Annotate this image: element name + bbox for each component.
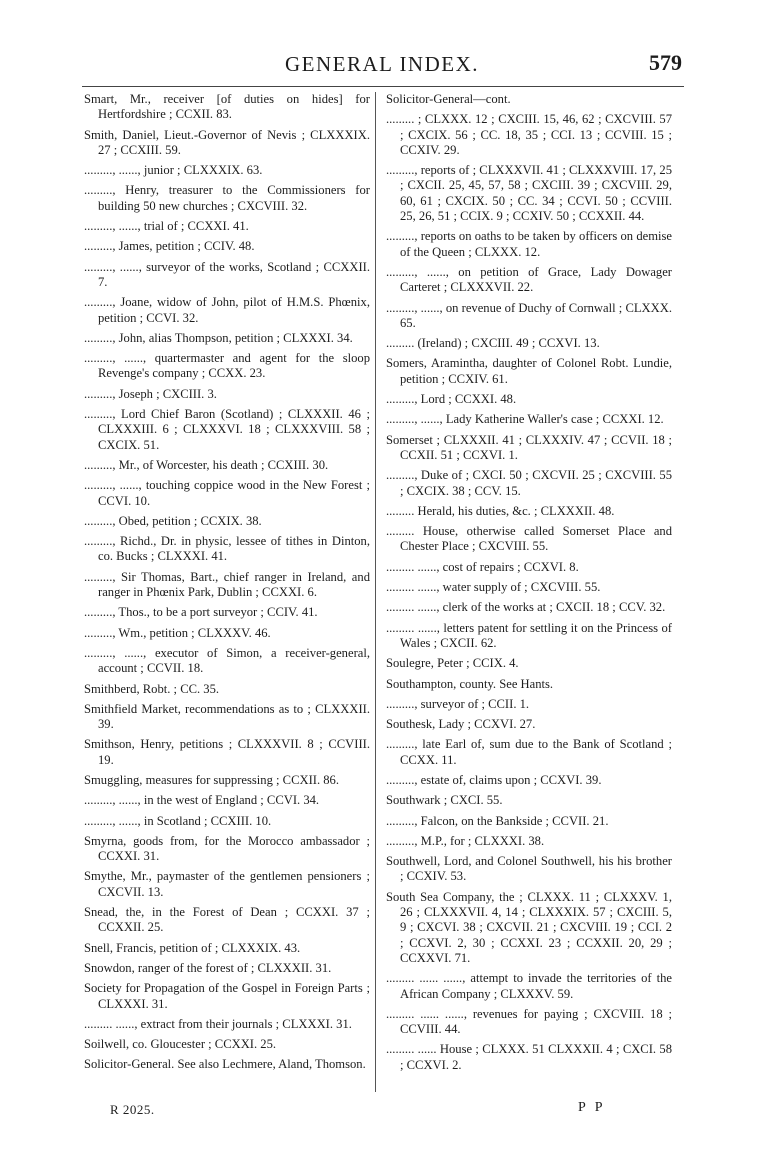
index-entry: ........., ......, trial of ; CCXXI. 41. <box>84 219 249 234</box>
index-entry: Smithson, Henry, petitions ; CLXXXVII. 8 ; CCVIII. 19. <box>84 737 370 767</box>
index-entry: ........., ......, on revenue of Duchy of Cornwall ; CLXXX. 65. <box>386 300 672 330</box>
index-entry: Snell, Francis, petition of ; CLXXXIX. 43. <box>84 940 301 955</box>
index-entry: Solicitor-General—cont. <box>386 92 511 106</box>
index-entry: ........., ......, quartermaster and agent for the sloop Revenge's company ; CCXX. 23. <box>84 351 370 381</box>
index-entry: Smuggling, measures for suppressing ; CCXII. 86. <box>84 772 340 787</box>
index-entry: Soulegre, Peter ; CCIX. 4. <box>386 656 519 671</box>
index-entry: ........., Joseph ; CXCIII. 3. <box>84 386 217 401</box>
left-index-column <box>84 92 370 1078</box>
index-entry: South Sea Company, the ; CLXXX. 11 ; CLXXXV. 1, 26 ; CLXXXVII. 4, 14 ; CLXXXIX. 57 ; CXCIII. 5, 9 ; CXCVI. 38 ; CXCVII. 21 ; CXCVIII. 19 ; CCI. 2 ; CCXVI. 2, 30 ; CCXXI. 23 ; CCXXII. 20, 29 ; CCXXVI. 71. <box>386 889 672 965</box>
index-entry: Smithberd, Robt. ; CC. 35. <box>84 681 220 696</box>
index-entry: ........., Thos., to be a port surveyor ; CCIV. 41. <box>84 605 318 620</box>
index-entry: ........., Henry, treasurer to the Commissioners for building 50 new churches ; CXCVIII. 32. <box>84 183 370 213</box>
index-entry: ........., M.P., for ; CLXXXI. 38. <box>386 833 545 848</box>
index-entry: ......... Herald, his duties, &c. ; CLXXXII. 48. <box>386 503 615 518</box>
right-index-column <box>386 92 672 1078</box>
index-entry: ........., ......, surveyor of the works, Scotland ; CCXXII. 7. <box>84 259 370 289</box>
index-entry: ........., ......, on petition of Grace, Lady Dowager Carteret ; CLXXXVII. 22. <box>386 264 672 295</box>
index-entry: Snead, the, in the Forest of Dean ; CCXXI. 37 ; CCXXII. 25. <box>84 905 370 935</box>
index-entry: Smart, Mr., receiver [of duties on hides] for Hertfordshire ; CCXII. 83. <box>84 92 370 122</box>
index-entry: ......... ......, cost of repairs ; CCXVI. 8. <box>386 559 579 574</box>
index-entry: ......... ......, letters patent for settling it on the Princess of Wales ; CXCII. 62. <box>386 620 672 650</box>
index-entry: ......... ......, extract from their journals ; CLXXXI. 31. <box>84 1016 352 1031</box>
index-entry: Southampton, county. See Hants. <box>386 676 554 691</box>
index-entry: Southwark ; CXCI. 55. <box>386 793 503 808</box>
index-entry: ........., Falcon, on the Bankside ; CCVII. 21. <box>386 813 609 828</box>
index-entry: ......... House, otherwise called Somerset Place and Chester Place ; CXCVIII. 55. <box>386 524 672 554</box>
index-entry: ......... ...... ......, attempt to invade the territories of the African Company ; CLXXXV. 59. <box>386 971 672 1001</box>
page-header <box>82 48 682 84</box>
index-entry: Smith, Daniel, Lieut.-Governor of Nevis ; CLXXXIX. 27 ; CCXIII. 59. <box>84 127 370 157</box>
signature-mark: R 2025. <box>110 1102 155 1117</box>
index-entry: ........., reports on oaths to be taken by officers on demise of the Queen ; CLXXX. 12. <box>386 229 672 259</box>
index-entry: ........., Lord Chief Baron (Scotland) ; CLXXXII. 46 ; CLXXXIII. 6 ; CLXXXVI. 18 ; CLXXXVIII. 58 ; CXCIX. 51. <box>84 407 370 452</box>
index-title: GENERAL INDEX. <box>284 52 480 76</box>
index-entry: ........., ......, in Scotland ; CCXIII. 10. <box>84 813 272 828</box>
index-entry: ........., ......, Lady Katherine Waller's case ; CCXXI. 12. <box>386 412 664 427</box>
index-entry: ........., late Earl of, sum due to the Bank of Scotland ; CCXX. 11. <box>386 737 672 767</box>
index-entry: Solicitor-General. See also Lechmere, Aland, Thomson. <box>84 1057 366 1072</box>
index-entry: Southwell, Lord, and Colonel Southwell, his his brother ; CCXIV. 53. <box>386 854 672 884</box>
index-entry: Society for Propagation of the Gospel in Foreign Parts ; CLXXXI. 31. <box>84 981 370 1011</box>
column-divider <box>375 92 376 1092</box>
index-entry: ......... ......, water supply of ; CXCVIII. 55. <box>386 580 601 595</box>
header-rule <box>82 86 684 87</box>
index-entry: ........., ......, in the west of England ; CCVI. 34. <box>84 793 320 808</box>
index-entry: ........., James, petition ; CCIV. 48. <box>84 239 255 254</box>
index-entry: Smyrna, goods from, for the Morocco ambassador ; CCXXI. 31. <box>84 833 370 864</box>
index-entry: ........., Joane, widow of John, pilot of H.M.S. Phœnix, petition ; CCVI. 32. <box>84 295 370 325</box>
index-entry: ........., reports of ; CLXXXVII. 41 ; CLXXXVIII. 17, 25 ; CXCII. 25, 45, 57, 58 ; CXCIII. 39 ; CXCVIII. 29, 60, 61 ; CXCIX. 50 ; CC. 34 ; CCVI. 50 ; CCVIII. 25, 26, 51 ; CCIX. 9 ; CCXIV. 50 ; CCXXII. 44. <box>386 163 672 224</box>
index-entry: Soilwell, co. Gloucester ; CCXXI. 25. <box>84 1037 277 1052</box>
index-entry: Snowdon, ranger of the forest of ; CLXXXII. 31. <box>84 960 332 975</box>
index-entry: Smithfield Market, recommendations as to ; CLXXXII. 39. <box>84 701 370 732</box>
index-entry: ........., Mr., of Worcester, his death ; CCXIII. 30. <box>84 457 329 472</box>
index-entry: ......... ...... House ; CLXXX. 51 CLXXXII. 4 ; CXCI. 58 ; CCXVI. 2. <box>386 1042 672 1072</box>
index-entry: ........., estate of, claims upon ; CCXVI. 39. <box>386 772 602 787</box>
index-entry: ......... (Ireland) ; CXCIII. 49 ; CCXVI. 13. <box>386 336 600 351</box>
index-entry: ........., Sir Thomas, Bart., chief ranger in Ireland, and ranger in Phœnix Park, Dublin ; CCXXI. 6. <box>84 569 370 600</box>
index-entry: ........., Richd., Dr. in physic, lessee of tithes in Dinton, co. Bucks ; CLXXXI. 41. <box>84 534 370 564</box>
index-entry: ........., Duke of ; CXCI. 50 ; CXCVII. 25 ; CXCVIII. 55 ; CXCIX. 38 ; CCV. 15. <box>386 468 672 498</box>
page-number: 579 <box>649 50 682 75</box>
index-entry: ......... ; CLXXX. 12 ; CXCIII. 15, 46, 62 ; CXCVIII. 57 ; CXCIX. 56 ; CC. 18, 35 ; CCI. 13 ; CCVIII. 15 ; CCXIV. 29. <box>386 112 672 157</box>
index-entry: ........., Lord ; CCXXI. 48. <box>386 392 517 407</box>
index-entry: ........., John, alias Thompson, petition ; CLXXXI. 34. <box>84 330 353 345</box>
index-entry: ........., surveyor of ; CCII. 1. <box>386 696 530 711</box>
index-entry: ......... ......, clerk of the works at ; CXCII. 18 ; CCV. 32. <box>386 600 666 615</box>
index-entry: ........., ......, touching coppice wood in the New Forest ; CCVI. 10. <box>84 478 370 508</box>
index-entry: Somerset ; CLXXXII. 41 ; CLXXXIV. 47 ; CCVII. 18 ; CCXII. 51 ; CCXVI. 1. <box>386 432 672 462</box>
gathering-mark: P P <box>578 1100 606 1115</box>
index-entry: ........., ......, junior ; CLXXXIX. 63. <box>84 163 263 178</box>
index-entry: Southesk, Lady ; CCXVI. 27. <box>386 717 536 732</box>
index-entry: ......... ...... ......, revenues for paying ; CXCVIII. 18 ; CCVIII. 44. <box>386 1006 672 1037</box>
index-entry: Somers, Aramintha, daughter of Colonel Robt. Lundie, petition ; CCXIV. 61. <box>386 356 672 386</box>
index-entry: ........., Obed, petition ; CCXIX. 38. <box>84 513 262 528</box>
index-entry: ........., Wm., petition ; CLXXXV. 46. <box>84 625 271 640</box>
index-entry: ........., ......, executor of Simon, a receiver-general, account ; CCVII. 18. <box>84 645 370 676</box>
index-entry: Smythe, Mr., paymaster of the gentlemen pensioners ; CXCVII. 13. <box>84 869 370 899</box>
